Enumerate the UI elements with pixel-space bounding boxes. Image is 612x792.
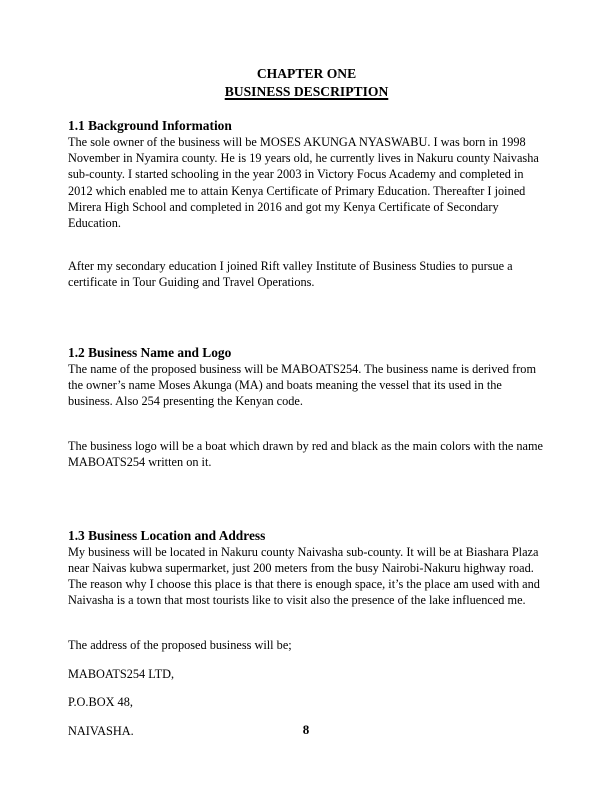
address-line-town: NAIVASHA. — [68, 723, 134, 738]
chapter-subtitle: BUSINESS DESCRIPTION — [224, 84, 389, 99]
paragraph-business-name: The name of the proposed business will be MABOATS254. The business name is derived from the owner’s name Moses Akunga (MA) and boats meaning the vessel that its used in the business. Also 254 presenting the Kenyan code. — [68, 361, 537, 409]
section-business-name-logo — [68, 344, 545, 471]
chapter-title: CHAPTER ONE — [256, 66, 357, 81]
address-intro: The address of the proposed business will be; — [68, 638, 292, 653]
section-heading-1-3: 1.3 Business Location and Address — [68, 527, 266, 543]
paragraph-business-logo: The business logo will be a boat which drawn by red and black as the main colors with the name MABOATS254 written on it. — [68, 439, 544, 470]
section-heading-1-2: 1.2 Business Name and Logo — [68, 344, 232, 360]
section-heading-1-1: 1.1 Background Information — [68, 118, 232, 133]
paragraph-business-location: My business will be located in Nakuru county Naivasha sub-county. It will be at Biashara Plaza near Naivas kubwa supermarket, just 200 meters from the busy Nairobi-Nakuru highway road. The reason why I choose this place is that there is enough space, it’s the place am used with and Naivasha is a town that most tourists like to visit also the presence of the lake influenced me. — [68, 544, 540, 608]
section-business-location-address — [68, 527, 545, 609]
address-line-pobox: P.O.BOX 48, — [68, 695, 133, 710]
paragraph-secondary-education: After my secondary education I joined Rift valley Institute of Business Studies to pursue a certificate in Tour Guiding and Travel Operations. — [68, 259, 513, 290]
page-number: 8 — [302, 722, 310, 737]
address-line-company: MABOATS254 LTD, — [68, 666, 175, 681]
paragraph-owner-background: The sole owner of the business will be MOSES AKUNGA NYASWABU. I was born in 1998 November in Nyamira county. He is 19 years old, he currently lives in Nakuru county Naivasha sub-county. I started schooling in the year 2003 in Victory Focus Academy and completed in 2012 which enabled me to attain Kenya Certificate of Primary Education. Thereafter I joined Mirera High School and completed in 2016 and got my Kenya Certificate of Secondary Education. — [68, 135, 539, 231]
section-background-information — [68, 117, 545, 291]
document-title — [68, 65, 545, 101]
